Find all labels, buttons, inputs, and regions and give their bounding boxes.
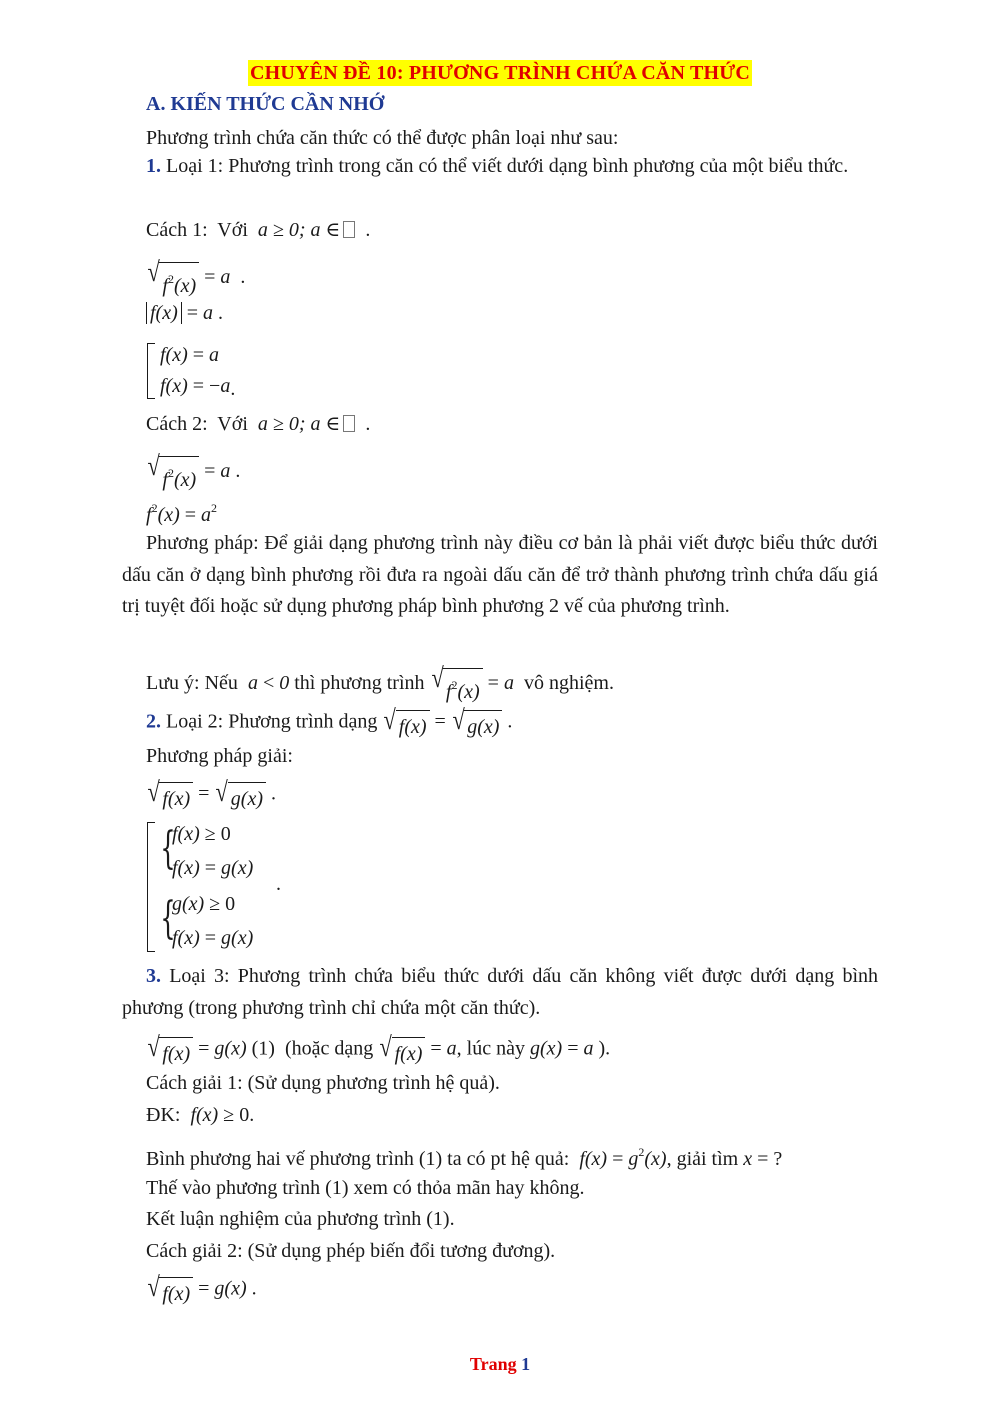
sqrt-expression: √ f(x) xyxy=(382,706,429,740)
condition-label: ĐK: xyxy=(146,1104,181,1126)
note-line: Lưu ý: Nếu a < 0 thì phương trình √ $f^2(x)$ = a vô nghiệm. xyxy=(146,663,614,703)
sqrt-expression: √ f(x) xyxy=(378,1033,425,1067)
conclusion-line: Kết luận nghiệm của phương trình (1). xyxy=(146,1208,455,1230)
method1-with: Với xyxy=(217,219,248,241)
eq-sqrt-f2-a: √ $f^2(x)$ = a . xyxy=(147,257,246,297)
or-bracket xyxy=(147,822,155,952)
absolute-value: f(x) xyxy=(146,302,182,324)
eq-type3: √ f(x) = g(x) (1) (hoặc dạng √ f(x) = a, lúc này g(x) = a ). xyxy=(147,1032,611,1065)
eq-abs-f-a: f(x) = a . xyxy=(146,301,223,325)
intro-text: Phương trình chứa căn thức có thể được phân loại như sau: xyxy=(146,127,619,149)
type3-paragraph xyxy=(122,961,878,1024)
note-prefix: Lưu ý: Nếu xyxy=(146,672,238,695)
method-text: Phương pháp: Để giải dạng phương trình này điều cơ bản là phải viết được biểu thức dưới dấu căn ở dạng bình phương rồi đưa ra ngoài dấu căn để trở thành phương trình chứa dấu giá trị tuyệt đối hoặc sử dụng phương pháp bình phương 2 vế của phương trình. xyxy=(122,532,878,617)
eq-sqrt-f-g: √ f(x) = g(x) . xyxy=(147,1272,257,1305)
square-text: Bình phương hai vế phương trình (1) ta có pt hệ quả: xyxy=(146,1148,570,1170)
solution1-label: Cách giải 1: (Sử dụng phương trình hệ quả). xyxy=(146,1072,500,1094)
method2-condition: a ≥ 0; a ∈ xyxy=(257,413,341,435)
sqrt-expression: √ f(x) xyxy=(146,1273,193,1307)
eq-f-eq-g: f(x) = g(x) xyxy=(172,857,254,879)
type2-text: Loại 2: Phương trình dạng xyxy=(166,710,378,733)
and-brace: { xyxy=(160,823,176,874)
and-brace: { xyxy=(160,893,176,944)
square-both-sides-line: Bình phương hai vế phương trình (1) ta có pt hệ quả: $f(x) = g^2(x)$, giải tìm x = ? xyxy=(146,1145,783,1170)
method-paragraph xyxy=(122,528,878,623)
method1-line: Cách 1: Với a ≥ 0; a ∈ . xyxy=(146,219,371,241)
type3-text: Loại 3: Phương trình chứa biểu thức dưới dấu căn không viết được dưới dạng bình phương (trong phương trình chỉ chứa một căn thức). xyxy=(122,965,878,1019)
sqrt-expression: √ g(x) xyxy=(451,706,503,740)
method1-condition: a ≥ 0; a ∈ xyxy=(257,219,341,241)
type1-number: 1. xyxy=(146,155,161,177)
eq-f-eq-g-2: f(x) = g(x) xyxy=(172,927,254,949)
alt-middle: , lúc này xyxy=(456,1037,525,1060)
type3-number: 3. xyxy=(146,965,161,987)
eq-sqrt-f2-a-2: √ $f^2(x)$ = a . xyxy=(147,451,241,491)
missing-glyph-icon xyxy=(343,415,355,432)
note-suffix: vô nghiệm. xyxy=(523,672,614,695)
eq-case-positive: f(x) = a xyxy=(160,344,220,366)
page-footer xyxy=(0,1354,1000,1375)
eq-case-negative: f(x) = −a. xyxy=(160,375,236,400)
page-title: CHUYÊN ĐỀ 10: PHƯƠNG TRÌNH CHỨA CĂN THỨC xyxy=(249,62,751,84)
eq-g-ge-0: g(x) ≥ 0 xyxy=(172,893,236,915)
method2-with: Với xyxy=(217,413,248,435)
solve-text: , giải tìm xyxy=(666,1148,739,1170)
eq-f-ge-0: f(x) ≥ 0 xyxy=(172,823,231,845)
solution2-label: Cách giải 2: (Sử dụng phép biến đổi tương đương). xyxy=(146,1240,556,1262)
alt-prefix: (hoặc dạng xyxy=(284,1037,374,1060)
eq-f2-a2: $f^2(x) = a^2$ xyxy=(146,501,218,526)
method2-line: Cách 2: Với a ≥ 0; a ∈ . xyxy=(146,413,371,435)
method1-label: Cách 1: xyxy=(146,219,208,241)
note-middle: thì phương trình xyxy=(294,672,425,695)
sqrt-expression: √ $f^2(x)$ xyxy=(146,258,199,299)
footer-word: Trang xyxy=(469,1354,517,1374)
sqrt-expression: √ $f^2(x)$ xyxy=(430,664,483,705)
solution-method-label: Phương pháp giải: xyxy=(146,745,293,767)
or-bracket xyxy=(147,343,155,399)
type2-line: 2. Loại 2: Phương trình dạng √ f(x) = √ g(x) . xyxy=(146,705,513,738)
section-heading: A. KIẾN THỨC CẦN NHỚ xyxy=(146,93,385,115)
condition-line: ĐK: f(x) ≥ 0. xyxy=(146,1104,255,1126)
type2-number: 2. xyxy=(146,710,161,733)
type1-paragraph xyxy=(122,151,878,183)
sqrt-expression: √ f(x) xyxy=(146,1033,193,1067)
type1-text: Loại 1: Phương trình trong căn có thể viết dưới dạng bình phương của một biểu thức. xyxy=(166,155,849,177)
method2-label: Cách 2: xyxy=(146,413,208,435)
sqrt-expression: √ $f^2(x)$ xyxy=(146,452,199,493)
eq-sqrt-f-sqrt-g: √ f(x) = √ g(x) . xyxy=(147,777,276,810)
title-wrap xyxy=(0,60,1000,86)
period: . xyxy=(276,873,281,895)
sqrt-expression: √ f(x) xyxy=(146,778,193,812)
missing-glyph-icon xyxy=(343,221,355,238)
page-number: 1 xyxy=(521,1354,531,1374)
sqrt-expression: √ g(x) xyxy=(214,778,266,812)
substitute-line: Thế vào phương trình (1) xem có thỏa mãn hay không. xyxy=(146,1177,585,1199)
